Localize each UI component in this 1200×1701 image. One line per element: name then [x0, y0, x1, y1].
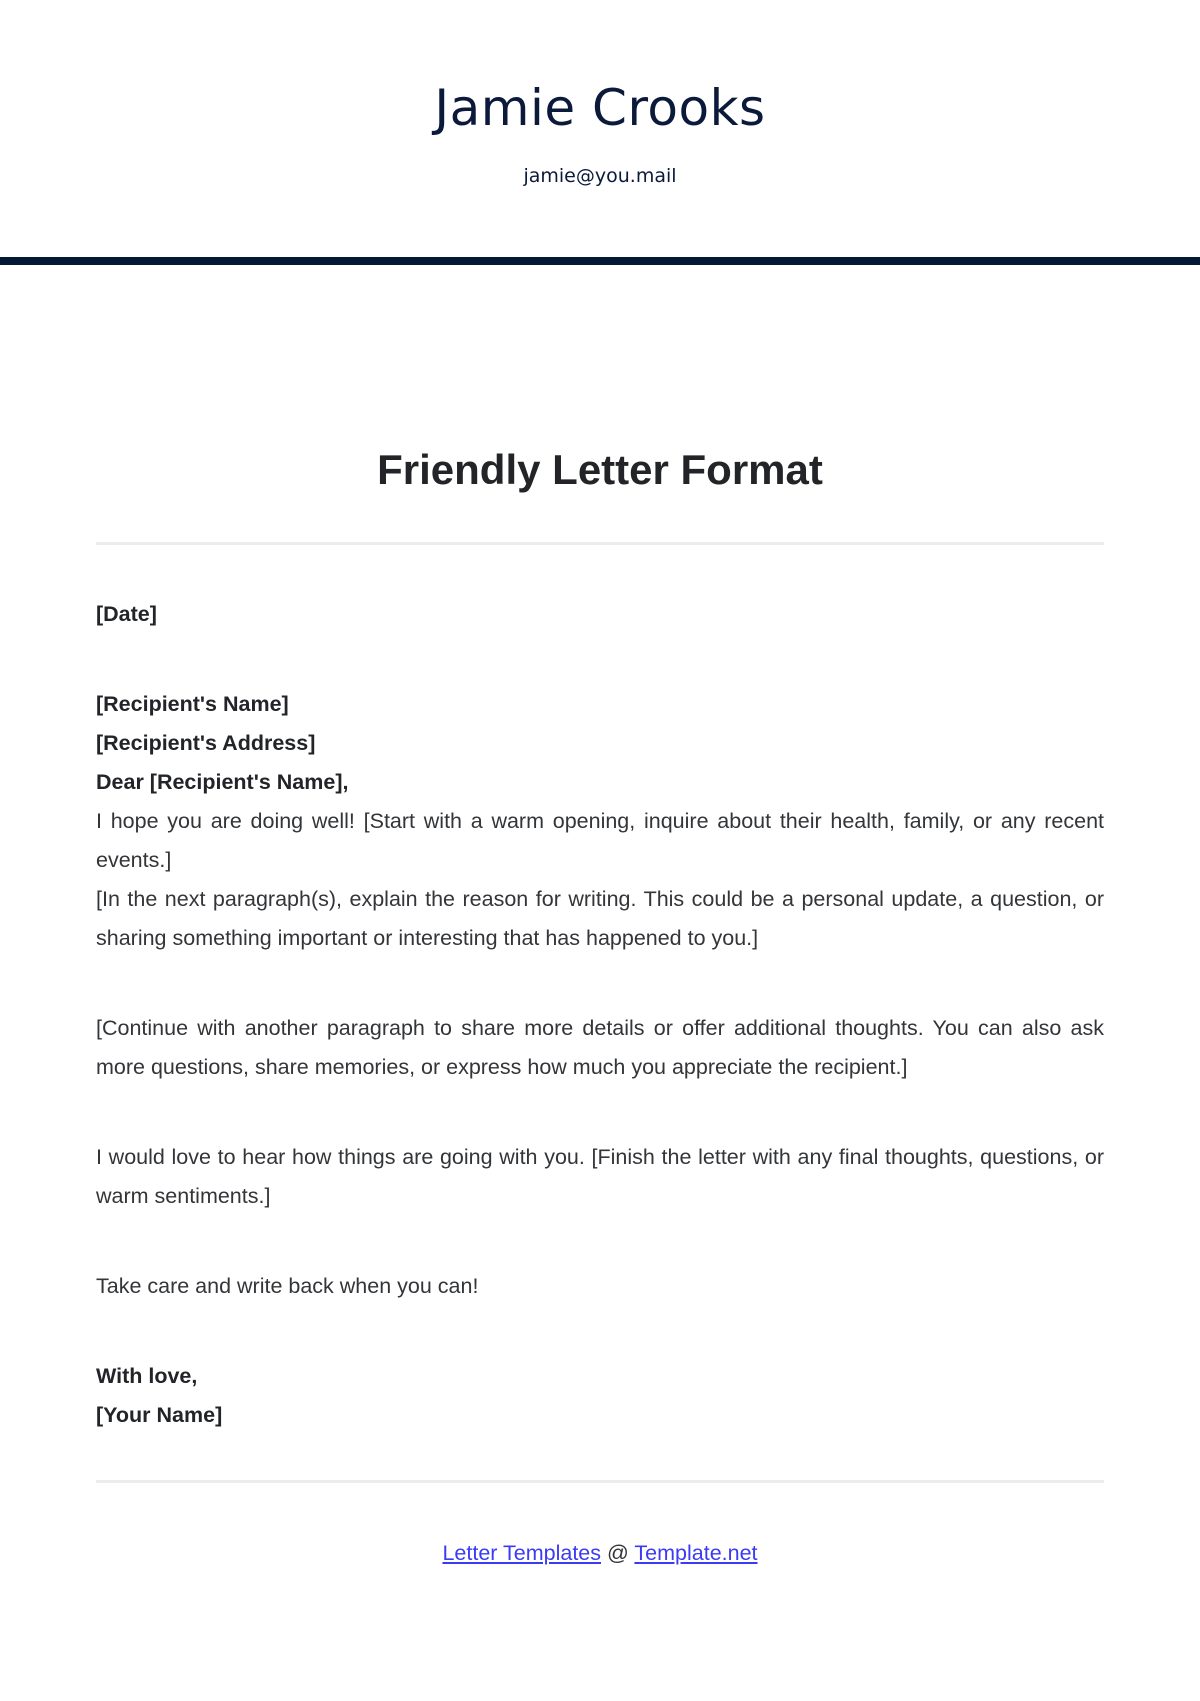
spacer [96, 1306, 1104, 1357]
sender-email: jamie@you.mail [523, 165, 677, 187]
paragraph-final: I would love to hear how things are going with you. [Finish the letter with any final thoughts, questions, or warm sentiments.] [96, 1145, 1104, 1208]
paragraph-reason: [In the next paragraph(s), explain the reason for writing. This could be a personal update, a question, or sharing something important or interesting that has happened to you.] [96, 887, 1104, 950]
letterhead [0, 0, 1200, 258]
letter-templates-link[interactable]: Letter Templates [442, 1541, 602, 1565]
signature: [Your Name] [96, 1403, 223, 1427]
document-title: Friendly Letter Format [377, 446, 823, 493]
footer [0, 1538, 1200, 1568]
footer-divider [96, 1480, 1104, 1483]
header-divider-bar [0, 257, 1200, 265]
salutation: Dear [Recipient's Name], [96, 770, 349, 794]
recipient-address: [Recipient's Address] [96, 731, 316, 755]
date-placeholder: [Date] [96, 602, 157, 626]
paragraph-details: [Continue with another paragraph to share more details or offer additional thoughts. You can also ask more questions, share memories, or express how much you appreciate the recipient.] [96, 1016, 1104, 1079]
paragraph-opening: I hope you are doing well! [Start with a warm opening, inquire about their health, family, or any recent events.] [96, 809, 1104, 872]
letter-body [96, 595, 1104, 1435]
footer-separator: @ [607, 1541, 629, 1565]
template-net-link[interactable]: Template.net [634, 1541, 758, 1565]
spacer [96, 1087, 1104, 1138]
sender-name: Jamie Crooks [434, 79, 766, 137]
recipient-name: [Recipient's Name] [96, 692, 289, 716]
paragraph-sendoff: Take care and write back when you can! [96, 1274, 479, 1298]
title-divider [96, 542, 1104, 545]
spacer [96, 958, 1104, 1009]
spacer [96, 1216, 1104, 1267]
spacer [96, 634, 1104, 685]
closing: With love, [96, 1364, 198, 1388]
